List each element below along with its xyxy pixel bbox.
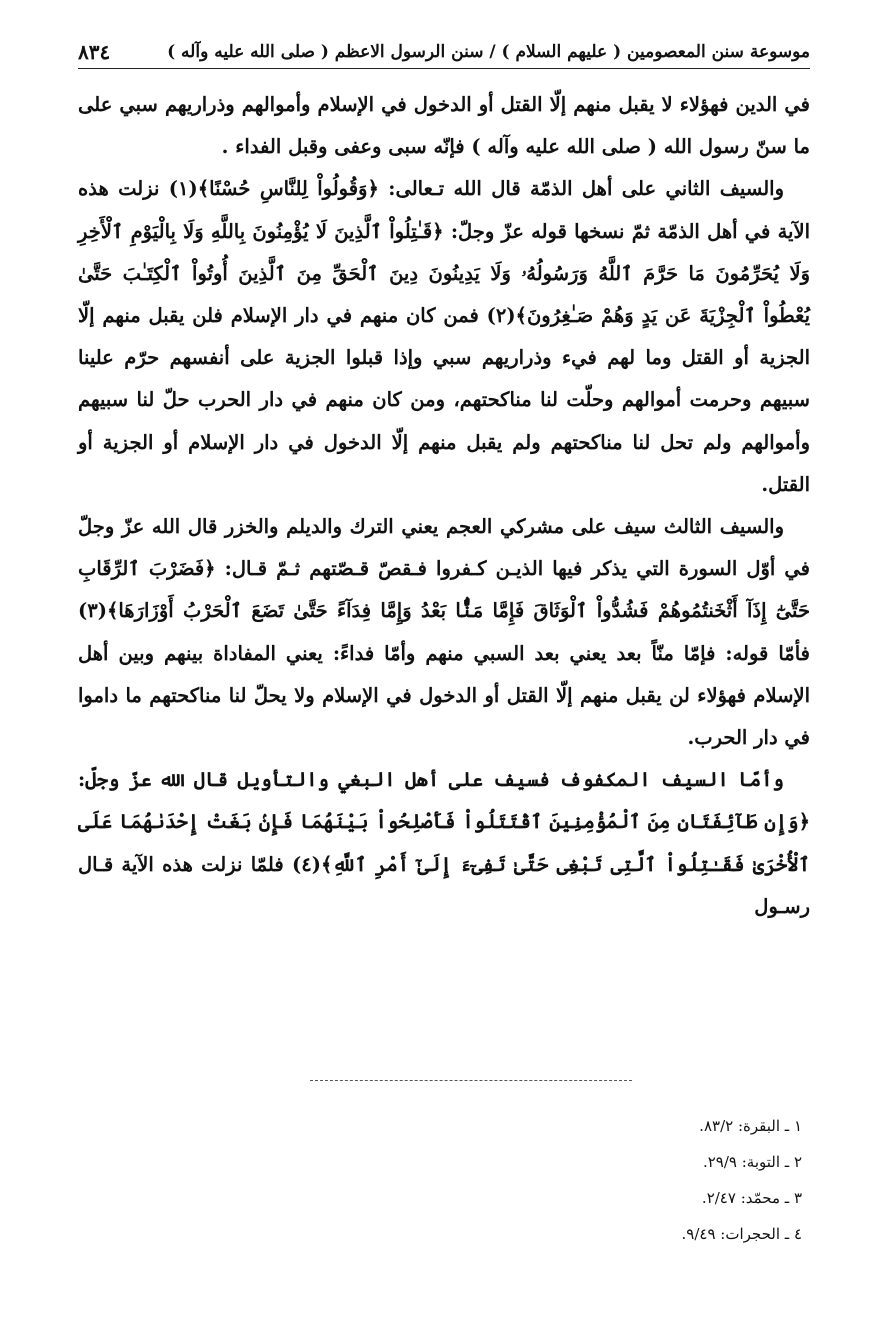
footnote-divider [310,1080,632,1081]
paragraph: في الدين فهؤلاء لا يقبل منهم إلّا القتل أو الدخول في الإسلام وأموالهم وذراريهم سبي على ما سنّ رسول الله ( صلى الله عليه وآله ) فإنّه سبى وعفى وقبل الفداء . [78,93,810,159]
paragraph: والسيف الثالث سيف على مشركي العجم يعني الترك والديلم والخزر قال الله عزّ وجلّ في أوّل السورة التي يذكر فيها الذيـن كـفروا فـقصّ قـصّتهم ثـمّ قـال: ﴿فَضَرْبَ ٱلرِّقَابِ حَتَّىٰٓ إِذَآ أَثْخَنتُمُوهُمْ فَشُدُّواْ ٱلْوَثَاقَ فَإِمَّا مَنًّۢا بَعْدُ وَإِمَّا فِدَآءً حَتَّىٰ تَضَعَ ٱلْحَرْبُ أَوْزَارَهَا﴾(٣) فأمّا قوله: فإمّا منّاً بعد يعني بعد السبي منهم وأمّا فداءً: يعني المفاداة بينهم وبين أهل الإسلام فهؤلاء لن يقبل منهم إلّا القتل أو الدخول في الإسلام ولا يحلّ لنا مناكحتهم ما داموا في دار الحرب. [78,515,810,750]
footnotes [682,1108,803,1252]
paragraph: والسيف الثاني على أهل الذمّة قال الله تـعالى: ﴿وَقُولُواْ لِلنَّاسِ حُسْنًا﴾(١) نزلت هذه الآية في أهل الذمّة ثمّ نسخها قوله عزّ وجلّ: ﴿قَـٰتِلُواْ ٱلَّذِينَ لَا يُؤْمِنُونَ بِاللَّهِ وَلَا بِالْيَوْمِ ٱلْأَخِرِ وَلَا يُحَرِّمُونَ مَا حَرَّمَ ٱللَّهُ وَرَسُولُهُۥ وَلَا يَدِينُونَ دِينَ ٱلْحَقِّ مِنَ ٱلَّذِينَ أُوتُواْ ٱلْكِتَـٰبَ حَتَّىٰ يُعْطُواْ ٱلْجِزْيَةَ عَن يَدٍ وَهُمْ صَـٰغِرُونَ﴾(٢) فمن كان منهم في دار الإسلام فلن يقبل منهم إلّا الجزية أو القتل وما لهم فيء وذراريهم سبي وإذا قبلوا الجزية على أنفسهم حرّم علينا سبيهم وحرمت أموالهم وحلّت لنا مناكحتهم، ومن كان منهم في دار الحرب حلّ لنا سبيهم وأموالهم ولم تحل لنا مناكحتهم ولم يقبل منهم إلّا الدخول في دار الإسلام أو الجزية أو القتل. [78,177,810,496]
paragraph: وأمّا السيف المكفوف فسيف على أهل البغي والتأويل قال الله عزّ وجلّ: ﴿وَإِن طَآئِفَتَانِ مِنَ ٱلْمُؤْمِنِينَ ٱقْتَتَلُواْ فَأَصْلِحُواْ بَيْنَهُمَا فَإِنۢ بَغَتْ إِحْدَىٰهُمَا عَلَى ٱلْأُخْرَىٰ فَقَـٰتِلُواْ ٱلَّتِى تَبْغِى حَتَّىٰ تَفِىٓءَ إِلَىٰٓ أَمْرِ ٱللَّهِ﴾(٤) فلمّا نزلت هذه الآية قـال رسـول [78,768,810,918]
running-header [78,36,810,69]
footnote: ٢ ـ التوبة: ٢٩/٩. [702,1153,802,1171]
footnote: ٣ ـ محمّد: ٢/٤٧. [701,1189,802,1207]
footnote: ١ ـ البقرة: ٨٣/٢. [699,1117,802,1135]
main-text [78,84,810,928]
page-number: ٨٣٤ [78,40,111,64]
footnote: ٤ ـ الحجرات: ٩/٤٩. [681,1225,802,1243]
header-title: موسوعة سنن المعصومين ( عليهم السلام ) / سنن الرسول الاعظم ( صلى الله عليه وآله ) [167,42,810,62]
